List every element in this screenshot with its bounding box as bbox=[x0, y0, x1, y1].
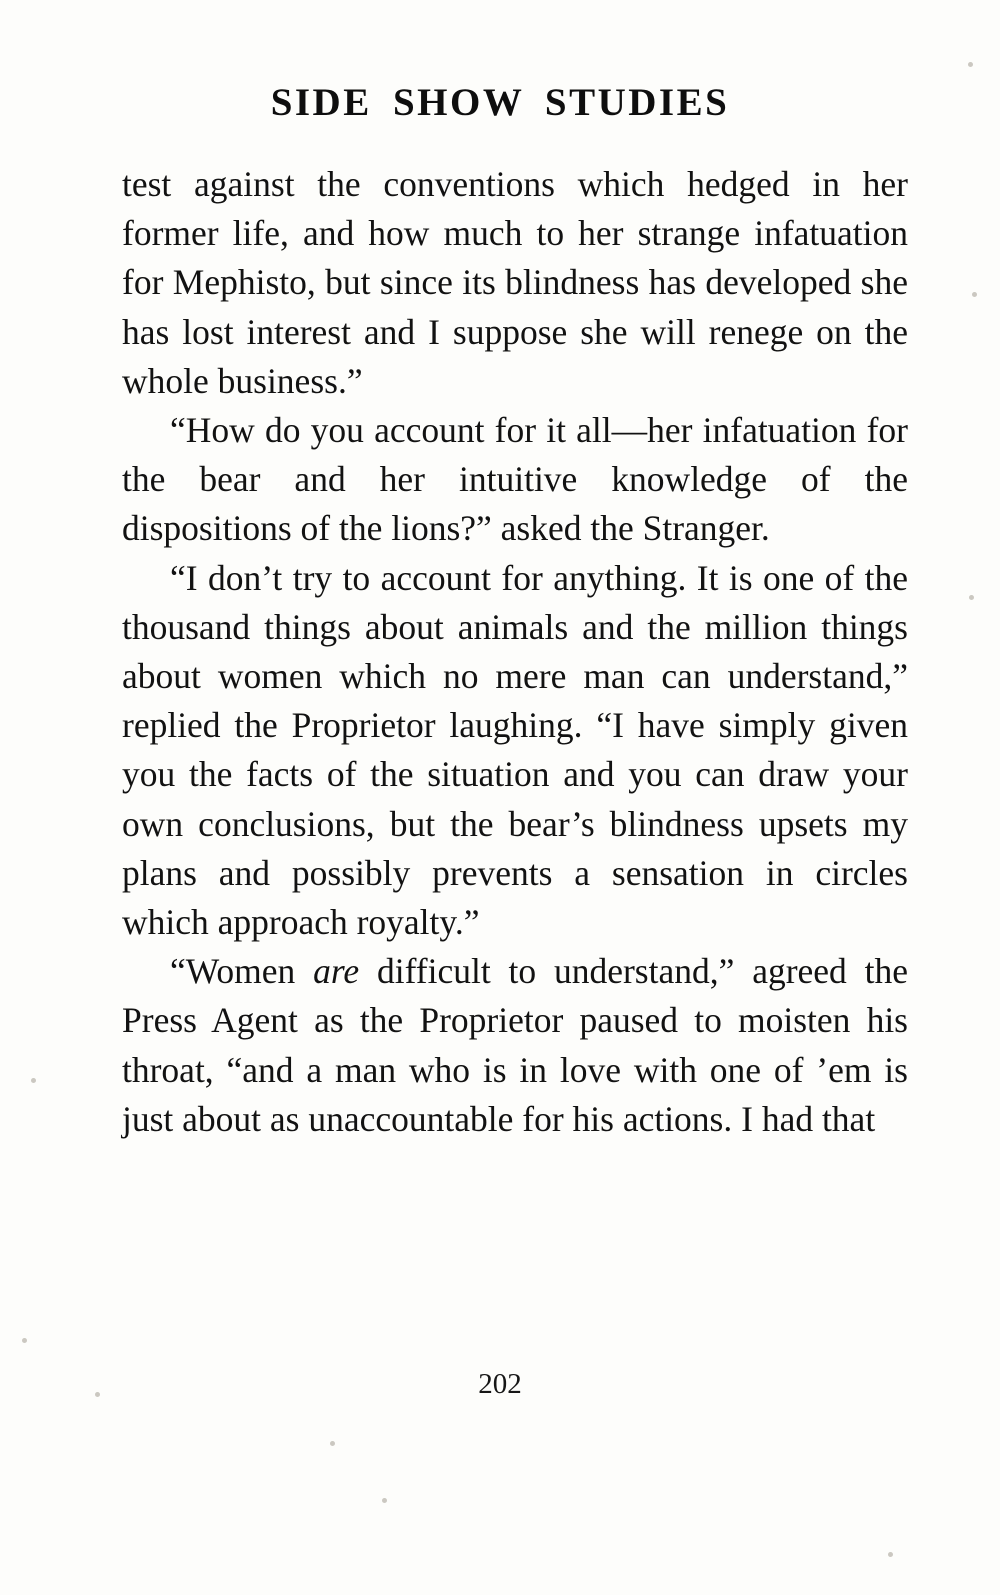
paragraph-4-emphasis: are bbox=[313, 951, 360, 992]
paragraph-4 bbox=[122, 947, 908, 1144]
scan-speck bbox=[968, 62, 973, 67]
scan-speck bbox=[969, 595, 974, 600]
scan-speck bbox=[382, 1498, 387, 1503]
paragraph-4-lead: “Women bbox=[170, 951, 314, 992]
scan-speck bbox=[888, 1552, 893, 1557]
running-head: SIDE SHOW STUDIES bbox=[270, 81, 730, 124]
paragraph-3: “I don’t try to account for anything. It is one of the thousand things about animals and the million things about women which no mere man can understand,” replied the Proprietor laughing. “I have simply given you the facts of the situation and you can draw your own conclusions, but the bear’s blindness upsets my plans and possibly prevents a sensation in circles which approach royalty.” bbox=[122, 557, 908, 943]
paragraph-2: “How do you account for it all—her infatuation for the bear and her intuitive knowledge of the dispositions of the lions?” asked the Stranger. bbox=[122, 410, 908, 549]
page-body bbox=[122, 160, 908, 1144]
paragraph-1: test against the conventions which hedged in her former life, and how much to her strange infatuation for Mephisto, but since its blindness has developed she has lost interest and I suppose she will renege on the whole business.” bbox=[122, 164, 908, 401]
scan-speck bbox=[330, 1441, 335, 1446]
scan-speck bbox=[95, 1392, 100, 1397]
scan-speck bbox=[22, 1338, 27, 1343]
scan-speck bbox=[972, 292, 977, 297]
page-number: 202 bbox=[478, 1368, 522, 1400]
paragraph-4-tail: difficult to understand,” agreed the Press Agent as the Proprietor paused to moisten his throat, “and a man who is in love with one of ’em is just about as unaccountable for his actions. I had that bbox=[122, 951, 908, 1139]
scan-speck bbox=[31, 1078, 36, 1083]
